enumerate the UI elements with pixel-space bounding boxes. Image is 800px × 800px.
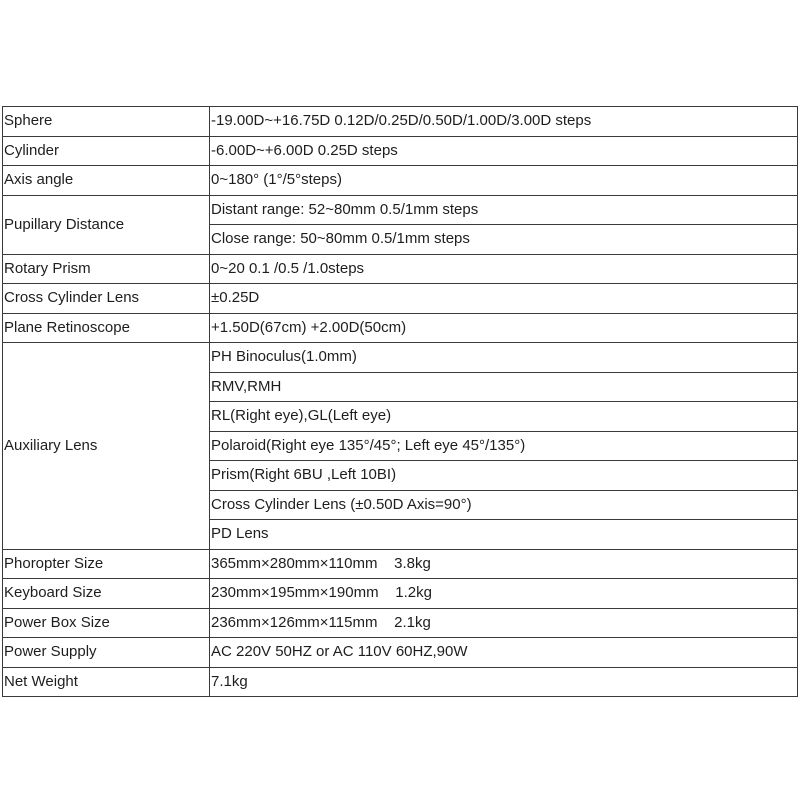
spec-row	[3, 195, 798, 225]
spec-value: ±0.25D	[210, 284, 798, 314]
spec-label: Rotary Prism	[3, 254, 210, 284]
spec-label: Plane Retinoscope	[3, 313, 210, 343]
spec-value: Polaroid(Right eye 135°/45°; Left eye 45°/135°)	[210, 431, 798, 461]
spec-row	[3, 107, 798, 137]
spec-label: Axis angle	[3, 166, 210, 196]
spec-label: Phoropter Size	[3, 549, 210, 579]
spec-label: Cylinder	[3, 136, 210, 166]
spec-value: Prism(Right 6BU ,Left 10BI)	[210, 461, 798, 491]
spec-value: PH Binoculus(1.0mm)	[210, 343, 798, 373]
spec-label: Sphere	[3, 107, 210, 137]
spec-row	[3, 313, 798, 343]
spec-value: -19.00D~+16.75D 0.12D/0.25D/0.50D/1.00D/3.00D steps	[210, 107, 798, 137]
spec-row	[3, 579, 798, 609]
spec-label: Pupillary Distance	[3, 195, 210, 254]
spec-value: RMV,RMH	[210, 372, 798, 402]
spec-row	[3, 667, 798, 697]
spec-row	[3, 254, 798, 284]
spec-row	[3, 136, 798, 166]
spec-value: PD Lens	[210, 520, 798, 550]
spec-row	[3, 166, 798, 196]
spec-value: 236mm×126mm×115mm 2.1kg	[210, 608, 798, 638]
spec-row	[3, 608, 798, 638]
spec-label: Keyboard Size	[3, 579, 210, 609]
spec-row	[3, 549, 798, 579]
spec-value: 7.1kg	[210, 667, 798, 697]
spec-row	[3, 638, 798, 668]
spec-value: AC 220V 50HZ or AC 110V 60HZ,90W	[210, 638, 798, 668]
spec-value: Distant range: 52~80mm 0.5/1mm steps	[210, 195, 798, 225]
spec-value: 0~20 0.1 /0.5 /1.0steps	[210, 254, 798, 284]
spec-table-body	[3, 107, 798, 697]
spec-value: RL(Right eye),GL(Left eye)	[210, 402, 798, 432]
spec-value: Close range: 50~80mm 0.5/1mm steps	[210, 225, 798, 255]
spec-value: 365mm×280mm×110mm 3.8kg	[210, 549, 798, 579]
spec-value: +1.50D(67cm) +2.00D(50cm)	[210, 313, 798, 343]
spec-row	[3, 284, 798, 314]
spec-table	[2, 106, 798, 697]
spec-value: 230mm×195mm×190mm 1.2kg	[210, 579, 798, 609]
spec-label: Power Box Size	[3, 608, 210, 638]
spec-row	[3, 343, 798, 373]
spec-value: 0~180° (1°/5°steps)	[210, 166, 798, 196]
spec-label: Cross Cylinder Lens	[3, 284, 210, 314]
spec-value: -6.00D~+6.00D 0.25D steps	[210, 136, 798, 166]
spec-value: Cross Cylinder Lens (±0.50D Axis=90°)	[210, 490, 798, 520]
spec-label: Power Supply	[3, 638, 210, 668]
spec-label: Net Weight	[3, 667, 210, 697]
spec-label: Auxiliary Lens	[3, 343, 210, 550]
